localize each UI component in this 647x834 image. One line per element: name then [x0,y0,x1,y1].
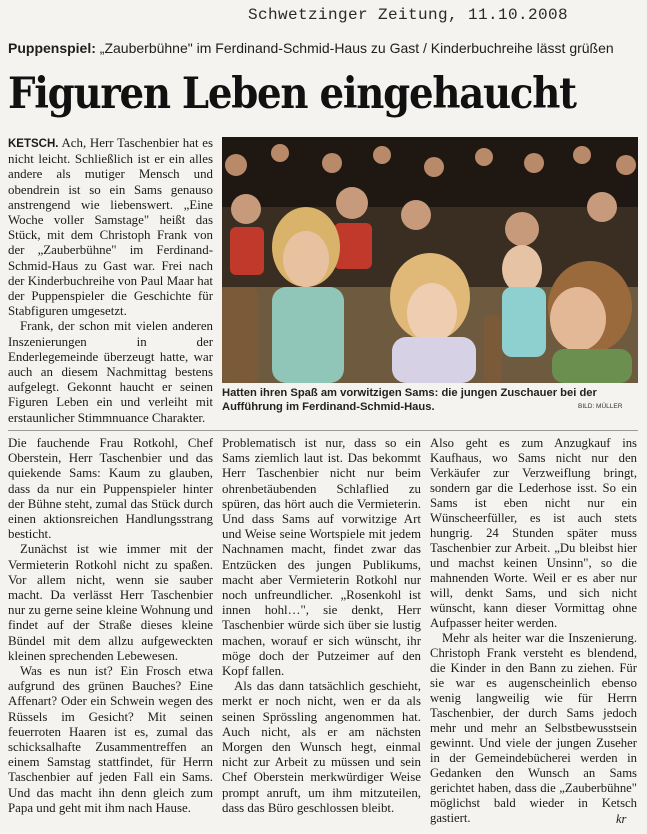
column-1-paragraph-1: Die fauchende Frau Rotkohl, Chef Oberstein, Herr Taschenbier und das quiekende Sams: Kaum zu glauben, dass da nur ein Puppenspieler hinter der Bühne steht, zumal das Stück durch einen aktionsreichen Handlungsstrang besticht. [8,436,213,542]
intro-paragraph-1 [8,136,213,319]
audience-photo-illustration [222,137,638,383]
kicker-topic: Puppenspiel: [8,40,96,56]
kicker-line [8,40,640,56]
column-2 [222,436,421,816]
column-1-paragraph-3: Was es nun ist? Ein Frosch etwa aufgrund des grünen Bauches? Eine Affenart? Oder ein Schwein wegen des Rüssels im Gesicht? Mit seinen feuerroten Haaren ist es, zumal das schicksalhafte Zusammentreffen an einem Samstag stattfindet, für Herrn Taschenbier auf jeden Fall ein Sams. Und das macht ihn denn gleich zum Papa und geht mit ihm nach Hause. [8,664,213,815]
audience-photo [222,137,638,383]
photo-caption: Hatten ihren Spaß am vorwitzigen Sams: die jungen Zuschauer bei der Aufführung im Ferdinand-Schmid-Haus. [222,387,597,413]
intro-paragraph-1-text: Ach, Herr Taschenbier hat es nicht leicht. Schließlich ist er ein alles andere als mutiger Mensch und obendrein ist so ein Sams genauso anstrengend wie liebenswert. „Eine Woche voller Samstage" heißt das Stück, mit dem Christoph Frank von der „Zauberbühne" im Ferdinand-Schmid-Haus zu Gast war. Frei nach der Kinderbuchreihe von Paul Maar hat der Puppenspieler die Geschichte für Stabfiguren umgesetzt. [8,136,214,319]
headline: Figuren Leben eingehaucht [8,69,576,119]
kicker-rest: „Zauberbühne" im Ferdinand-Schmid-Haus zu Gast / Kinderbuchreihe lässt grüßen [95,40,614,56]
column-1-paragraph-2: Zunächst ist wie immer mit der Vermieterin Rotkohl nicht zu spaßen. Vor allem nicht, wenn sie sauber macht. Da verlässt Herr Taschenbier nur zu gerne seine kleine Wohnung und findet auf der Straße dieses kleine Bündel mit dem allzu aufgeweckten kleinen sprechenden Lebewesen. [8,542,213,663]
dateline: KETSCH. [8,138,59,150]
column-3 [430,436,637,826]
intro-paragraph-2: Frank, der schon mit vielen anderen Inszenierungen in der Enderlegemeinde überzeugt hatte, war auch an diesem Nachmittag bestens aufgelegt. Gekonnt haucht er seinen Figuren Leben ein und verleiht mit erstaunlicher Stimmnuance Charakter. [8,319,213,425]
photo-credit: BILD: MÜLLER [578,403,623,410]
newspaper-source-date: Schwetzinger Zeitung, 11.10.2008 [248,6,569,24]
column-1 [8,436,213,816]
column-3-paragraph-1: Also geht es zum Anzugkauf ins Kaufhaus, wo Sams nicht nur den Verkäufer zur Verzweiflung bringt, sondern gar die Lederhose isst. So ein Sams ist eben nicht nur ein Wünscheerfüller, es ist auch stets hungrig. 24 Stunden später muss Taschenbier zur Arbeit. „Du bleibst hier und machst keinen Unsinn", so die mahnenden Worte. Weil er es aber nur will, denkt Sams, und sich nicht wünscht, kann dieser Vormittag ohne Aufpasser heiter werden. [430,436,637,630]
column-2-paragraph-2: Als das dann tatsächlich geschieht, merkt er noch nicht, wen er da als seinen Sprössling angenommen hat. Auch nicht, als er am nächsten Morgen den Wunsch hegt, einmal nicht zur Arbeit zu müssen und sein Chef Oberstein merkwürdiger Weise prompt anruft, um ihm mitzuteilen, dass das Büro geschlossen bleibt. [222,679,421,815]
author-signature: kr [616,812,627,826]
column-2-paragraph-1: Problematisch ist nur, dass so ein Sams ziemlich laut ist. Das bekommt Herr Taschenbier nicht nur beim ohrenbetäubenden Schlaflied zu spüren, das hört auch die Vermieterin. Und dass Sams auf vorwitzige Art und Weise seine Wortspiele mit jedem Nachnamen macht, findet zwar das Entzücken des jungen Publikums, macht aber Vermieterin Rotkohl nur noch unfreundlicher. „Rosenkohl ist innen hohl…", sie denkt, Herr Taschenbier würde sich über sie lustig machen, worauf er sich wünscht, ihr möge doch der Putzeimer auf den Kopf fallen. [222,436,421,679]
intro-column [8,136,213,426]
column-3-paragraph-2: Mehr als heiter war die Inszenierung. Christoph Frank versteht es blendend, die Kinder in den Bann zu ziehen. Für sie war es augenscheinlich ebenso wenig langweilig wie für Herrn Taschenbier, der durch Sams jedoch mehr und mehr an Selbstbewusstsein gewinnt. Und viele der jungen Zuseher in der Gemeindebücherei werden in Gedanken den Wunsch an Sams gerichtet haben, dass die „Zauberbühne" möglichst bald wieder in Ketsch gastiert. [430,630,637,825]
section-divider [8,430,638,431]
